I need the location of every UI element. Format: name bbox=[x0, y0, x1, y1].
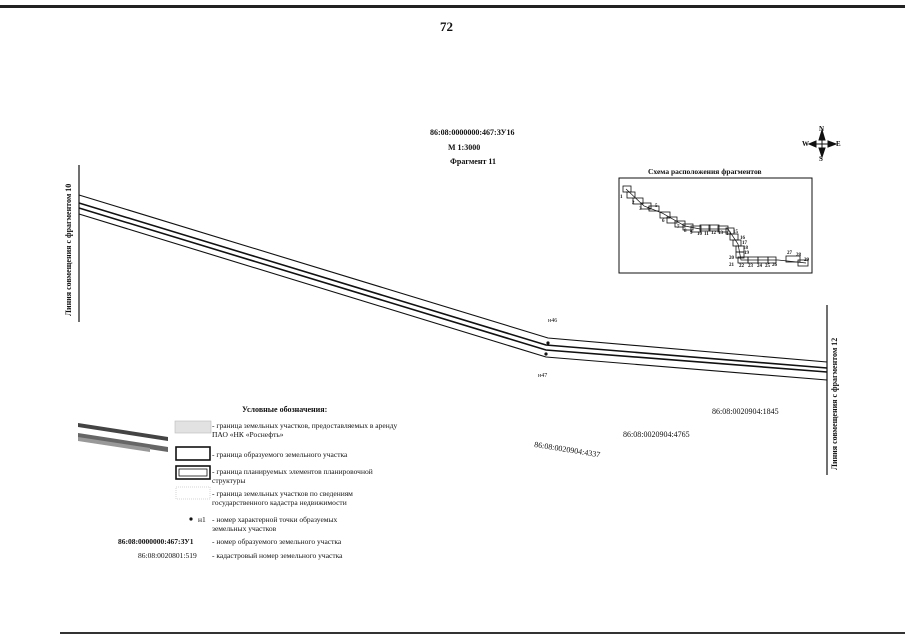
legend-item-cad-number: - кадастровый номер земельного участка bbox=[212, 551, 343, 560]
legend-swatches bbox=[175, 421, 211, 521]
inset-number: 4 bbox=[647, 207, 650, 212]
inset-number: 19 bbox=[744, 251, 749, 256]
inset-number: 16 bbox=[740, 236, 745, 241]
legend-swatch-cadastre bbox=[176, 487, 210, 499]
alignment-label-left: Линия совмещения с фрагментом 10 bbox=[64, 183, 73, 316]
inset-number: 3 bbox=[639, 207, 642, 212]
legend-item-parcel: - граница образуемого земельного участка bbox=[212, 450, 348, 459]
inset-number: 25 bbox=[765, 264, 770, 269]
compass-icon bbox=[809, 130, 836, 157]
parcel-title: 86:08:0000000:467:ЗУ16 bbox=[430, 128, 515, 137]
inset-title: Схема расположения фрагментов bbox=[648, 167, 762, 176]
alignment-label-right: Линия совмещения с фрагментом 12 bbox=[830, 337, 839, 470]
legend-item-point: - номер характерной точки образуемых земельных участков bbox=[212, 515, 338, 533]
inset-number: 10 bbox=[697, 232, 702, 237]
legend-swatch-lease bbox=[175, 421, 211, 433]
inset-number: 22 bbox=[739, 264, 744, 269]
legend-item-structure: - граница планируемых элементов планировочной структуры bbox=[212, 467, 373, 485]
inset-number: 9 bbox=[690, 231, 693, 236]
inset-number: 11 bbox=[704, 232, 709, 237]
point-label-bottom: н47 bbox=[538, 373, 548, 379]
inset-number: 8 bbox=[684, 229, 687, 234]
inset-number: 21 bbox=[729, 263, 734, 268]
inset-number: 6 bbox=[662, 219, 665, 224]
legend-point-label: н1 bbox=[198, 515, 206, 524]
inset-number: 2 bbox=[632, 201, 635, 206]
point-marker-bottom bbox=[544, 352, 547, 355]
fragment-label: Фрагмент 11 bbox=[450, 157, 496, 166]
legend-item-lease: - граница земельных участков, предоставляемых в аренду ПАО «НК «Роснефть» bbox=[212, 421, 398, 439]
cadastral-number: 86:08:0020904:4765 bbox=[623, 430, 690, 439]
legend-point-dot bbox=[189, 517, 192, 520]
inset-number: 1 bbox=[620, 195, 623, 200]
cadastral-number: 86:08:0020904:4337 bbox=[533, 440, 601, 460]
inset-number: 5 bbox=[655, 204, 658, 209]
legend-title: Условные обозначения: bbox=[242, 405, 328, 414]
compass-n: N bbox=[819, 125, 825, 133]
inset-number: 15 bbox=[733, 230, 738, 235]
compass-e: E bbox=[836, 140, 841, 148]
scale-label: М 1:3000 bbox=[448, 143, 481, 152]
inset-number: 23 bbox=[748, 264, 753, 269]
compass-w: W bbox=[802, 140, 809, 148]
compass-s: S bbox=[819, 155, 823, 163]
legend-item-parcel-number: - номер образуемого земельного участка bbox=[212, 537, 342, 546]
inset-number: 14 bbox=[726, 232, 731, 237]
inset-number: 12 bbox=[711, 231, 716, 236]
point-marker-top bbox=[546, 341, 549, 344]
inset-number: 17 bbox=[742, 241, 747, 246]
inset-number: 26 bbox=[772, 263, 777, 268]
inset-number: 24 bbox=[757, 264, 762, 269]
inset-number: 28 bbox=[796, 253, 801, 258]
inset-number: 20 bbox=[729, 256, 734, 261]
legend-swatch-structure-outer bbox=[176, 466, 210, 479]
legend-swatch-parcel bbox=[176, 447, 210, 460]
legend-item-cadastre: - граница земельных участков по сведениям государственного кадастра недвижимости bbox=[212, 489, 353, 507]
cadastral-number: 86:08:0020904:1845 bbox=[712, 407, 779, 416]
inset-number: 18 bbox=[743, 246, 748, 251]
point-label-top: н46 bbox=[548, 318, 558, 324]
legend-cad-label: 86:08:0020801:519 bbox=[138, 551, 197, 560]
inset-frame bbox=[619, 178, 812, 273]
inset-number: 13 bbox=[718, 231, 723, 236]
inset-number: 29 bbox=[804, 258, 809, 263]
page-number: 72 bbox=[440, 19, 453, 34]
legend-parcel-label: 86:08:0000000:467:ЗУ1 bbox=[118, 537, 194, 546]
hatched-strips bbox=[78, 423, 168, 452]
inset-number: 27 bbox=[787, 251, 792, 256]
inset-number: 7 bbox=[677, 225, 680, 230]
